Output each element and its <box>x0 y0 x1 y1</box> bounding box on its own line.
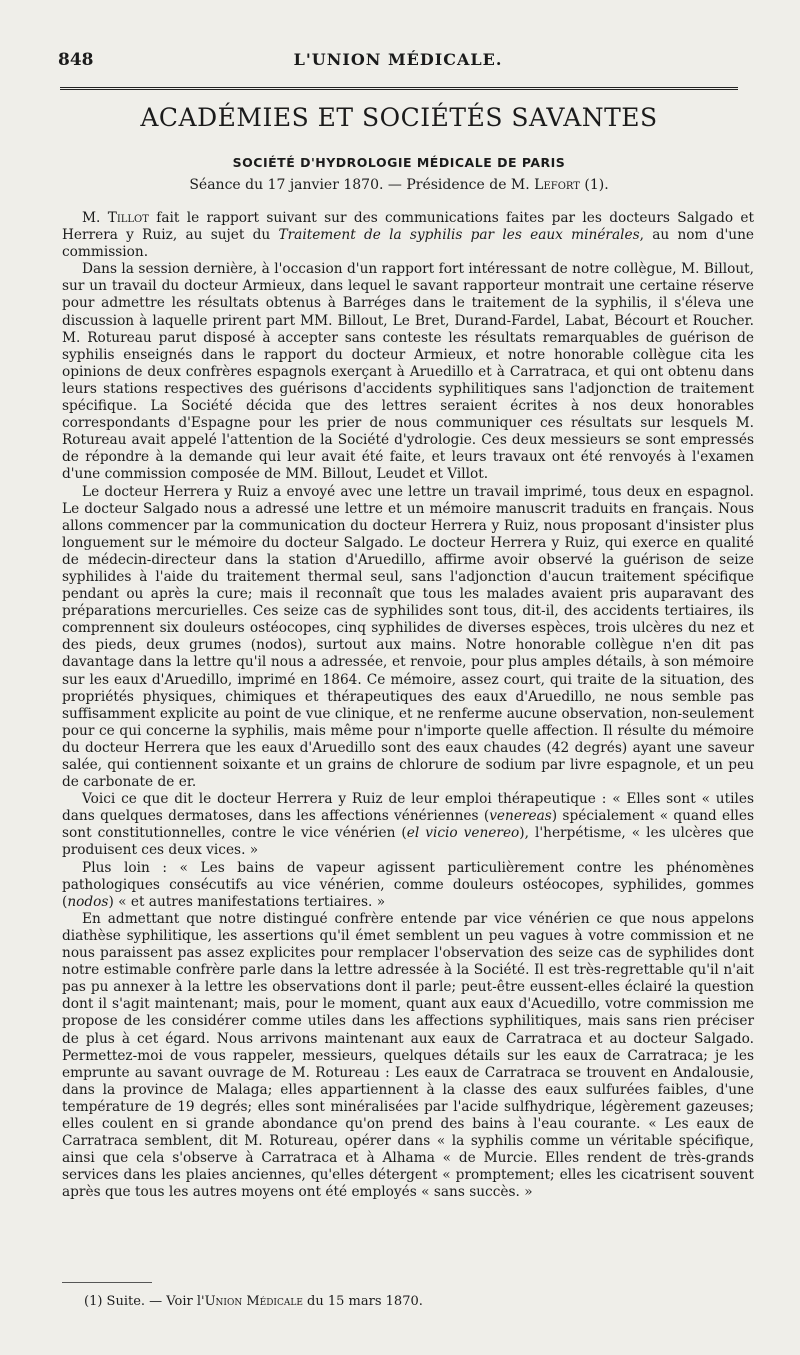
paragraph-text: ) « et autres manifestations tertiaires. » <box>108 893 386 910</box>
paragraph-text: Plus loin : « Les bains de vapeur agissent particulièrement contre les phénomènes pathologiques consécutifs au vice vénérien, comme douleurs ostéocopes, syphilides, gommes ( <box>62 859 754 910</box>
header-rule <box>60 87 738 92</box>
paragraph-1 <box>62 210 754 261</box>
footnote-text: du 15 mars 1870. <box>302 1294 423 1309</box>
report-title: Traitement de la syphilis par les eaux minérales <box>278 227 640 244</box>
paragraph-3: Le docteur Herrera y Ruiz a envoyé avec une lettre un travail imprimé, tous deux en espagnol. Le docteur Salgado nous a adressé une lettre et un mémoire manuscrit traduits en français. Nous allons commencer par la communication du docteur Herrera y Ruiz, nous proposant d'insister plus longuement sur le mémoire du docteur Salgado. Le docteur Herrera y Ruiz, qui exerce en qualité de médecin-directeur dans la station d'Aruedillo, affirme avoir observé la guérison de seize syphilides à l'aide du traitement thermal seul, sans l'adjonction d'aucun traitement spécifique pendant ou après la cure; mais il reconnaît que tous les malades avaient pris auparavant des préparations mercurielles. Ces seize cas de syphilides sont tous, dit-il, des accidents tertiaires, ils comprennent six douleurs ostéocopes, cinq syphilides de diverses espèces, trois ulcères du nez et des pieds, deux grumes (nodos), surtout aux mains. Notre honorable collègue n'en dit pas davantage dans la lettre qu'il nous a adressée, et renvoie, pour plus amples détails, à son mémoire sur les eaux d'Aruedillo, imprimé en 1864. Ce mémoire, assez court, qui traite de la situation, des propriétés physiques, chimiques et thérapeutiques des eaux d'Aruedillo, ne nous semble pas suffisamment explicite au point de vue clinique, et ne renferme aucune observation, non-seulement pour ce qui concerne la syphilis, mais même pour n'importe quelle affection. Il résulte du mémoire du docteur Herrera que les eaux d'Aruedillo sont des eaux chaudes (42 degrés) ayant une saveur salée, qui contiennent soixante et un grains de chlorure de sodium par livre espagnole, et un peu de carbonate de er. <box>62 483 754 791</box>
footnote <box>84 1294 423 1309</box>
page-number: 848 <box>58 50 94 70</box>
paragraph-text: Voici ce que dit le docteur Herrera y Ruiz de leur emploi thérapeutique : « Elles sont « utiles dans quelques dermatoses, dans les affections vénériennes ( <box>62 791 754 825</box>
paragraph-5 <box>62 860 754 911</box>
session-line <box>60 177 738 193</box>
footnote-rule <box>62 1282 152 1283</box>
paragraph-2: Dans la session dernière, à l'occasion d'un rapport fort intéressant de notre collègue, M. Billout, sur un travail du docteur Armieux, dans lequel le savant rapporteur montrait une certaine réserve pour admettre les résultats obtenus à Barréges dans le traitement de la syphilis, il s'éleva une discussion à laquelle prirent part MM. Billout, Le Bret, Durand-Fardel, Labat, Bécourt et Roucher. M. Rotureau parut disposé à accepter sans conteste les résultats remarquables de guérison de syphilis enseignés dans le rapport du docteur Armieux, et notre honorable collègue cita les opinions de deux confrères espagnols exerçant à Aruedillo et à Carratraca, et qui ont obtenu dans leurs stations respectives des guérisons d'accidents syphilitiques sans l'adjonction de traitement spécifique. La Société décida que des lettres seraient écrites à nos deux honorables correspondants d'Espagne pour les prier de nous communiquer ces résultats sur lesquels M. Rotureau avait appelé l'attention de la Société d'ydrologie. Ces deux messieurs se sont empressés de répondre à la demande qui leur avait été faite, et leurs travaux ont été renvoyés à l'examen d'une commission composée de MM. Billout, Leudet et Villot. <box>62 261 754 483</box>
paragraph-text: ) spécialement « quand elles sont constitutionnelles, contre le vice vénérien ( <box>62 808 754 842</box>
spanish-term: nodos <box>67 893 109 910</box>
spanish-term: venereas <box>489 808 552 825</box>
spanish-term: el vicio venereo <box>406 825 520 842</box>
article-body <box>62 210 754 1201</box>
session-note-ref: (1). <box>579 177 609 193</box>
paragraph-6: En admettant que notre distingué confrère entende par vice vénérien ce que nous appelons diathèse syphilitique, les assertions qu'il émet semblent un peu vagues à votre commission et ne nous paraissent pas assez explicites pour remplacer l'observation des seize cas de syphilides dont notre estimable confrère parle dans la lettre adressée à la Société. Il est très-regrettable qu'il n'ait pas pu annexer à la lettre les observations dont il parle; peut-être eussent-elles éclairé la question dont il s'agit maintenant; mais, pour le moment, quant aux eaux d'Acuedillo, votre commission me propose de les considérer comme utiles dans les affections syphilitiques, mais sans rien préciser de plus à cet égard. Nous arrivons maintenant aux eaux de Carratraca et au docteur Salgado. Permettez-moi de vous rappeler, messieurs, quelques détails sur les eaux de Carratraca; je les emprunte au savant ouvrage de M. Rotureau : Les eaux de Carratraca se trouvent en Andalousie, dans la province de Malaga; elles appartiennent à la classe des eaux sulfurées faibles, d'une température de 19 degrés; elles sont minéralisées par l'acide sulfhydrique, légèrement gazeuses; elles coulent en si grande abondance qu'on prend des bains à l'eau courante. « Les eaux de Carratraca semblent, dit M. Rotureau, opérer dans « la syphilis comme un véritable spécifique, ainsi que cela s'observe à Carratraca et à Alhama « de Murcie. Elles rendent de très-grands services dans les plaies anciennes, qu'elles détergent « promptement; elles les cicatrisent souvent après que tous les autres moyens ont été employés « sans succès. » <box>62 910 754 1201</box>
speaker-name: M. Tillot <box>82 210 149 226</box>
section-title: ACADÉMIES ET SOCIÉTÉS SAVANTES <box>140 103 658 132</box>
session-president: Lefort <box>534 177 580 193</box>
session-prefix: Séance du 17 janvier 1870. — Présidence de M. <box>189 177 535 193</box>
society-name: SOCIÉTÉ D'HYDROLOGIE MÉDICALE DE PARIS <box>232 155 566 170</box>
paragraph-text: ), l'herpétisme, « les ulcères que produisent ces deux vices. » <box>62 825 754 859</box>
running-head: L'UNION MÉDICALE. <box>293 50 503 69</box>
paragraph-4 <box>62 791 754 859</box>
footnote-text: (1) Suite. — Voir l' <box>84 1294 205 1309</box>
paragraph-text: , au nom d'une commission. <box>62 227 755 261</box>
page-header <box>58 50 738 80</box>
paragraph-text: fait le rapport suivant sur des communications faites par les docteurs Salgado et Herrera y Ruiz, au sujet du <box>62 210 754 244</box>
footnote-journal: Union Médicale <box>204 1294 303 1309</box>
